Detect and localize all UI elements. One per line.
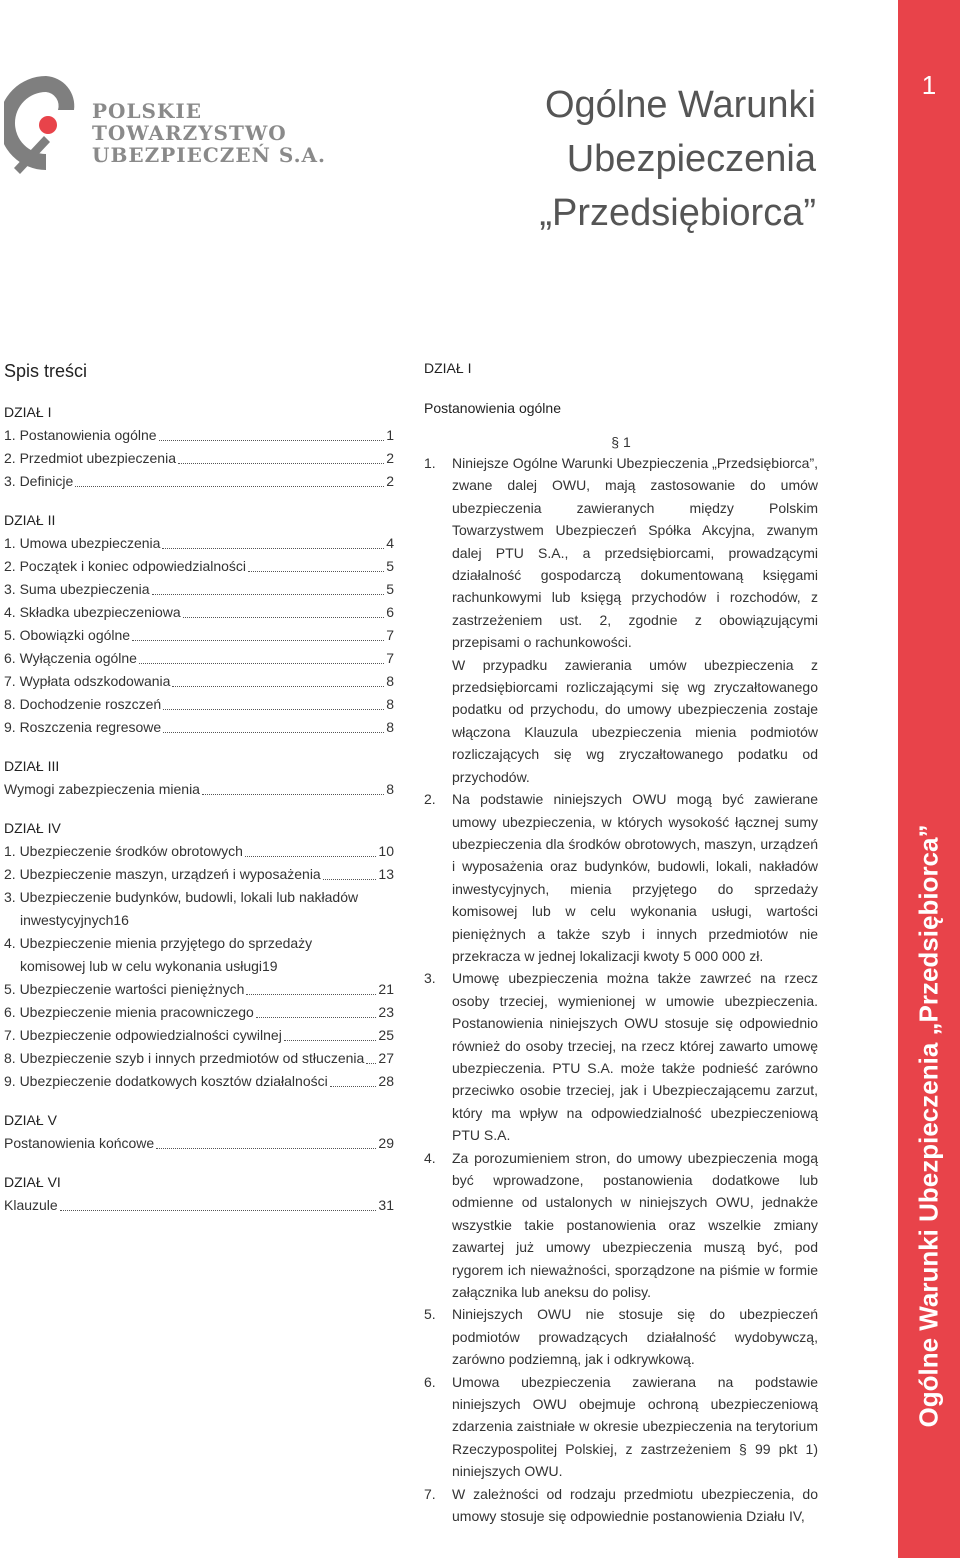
toc-leader: [330, 1086, 377, 1087]
toc-entry[interactable]: [4, 778, 394, 801]
section-subtitle: Postanowienia ogólne: [424, 400, 561, 416]
list-item: [424, 967, 818, 1146]
toc-leader: [163, 709, 384, 710]
toc-entry[interactable]: [4, 601, 394, 624]
vertical-title: Ogólne Warunki Ubezpieczenia „Przedsiębiorca”: [913, 824, 944, 1428]
logo-wordmark: [92, 100, 326, 166]
item-number: 7.: [424, 1485, 436, 1502]
title-line-1: Ogólne Warunki: [544, 84, 816, 126]
toc-entry[interactable]: [4, 932, 394, 978]
toc-leader: [159, 440, 385, 441]
toc-entry-page: 19: [262, 958, 278, 974]
toc-entry[interactable]: [4, 1001, 394, 1024]
toc-entry[interactable]: [4, 1024, 394, 1047]
toc-entry-label: 3. Definicje: [4, 473, 74, 489]
toc-entry-label-cont: inwestycyjnych: [20, 912, 114, 928]
toc-leader: [323, 879, 377, 880]
toc-section: [4, 1171, 394, 1217]
toc-leader: [248, 571, 384, 572]
paragraph-mark: § 1: [611, 434, 631, 450]
toc-entry-label: 4. Ubezpieczenie mienia przyjętego do sprzedaży: [4, 935, 313, 951]
logo-line-1: POLSKIE: [92, 99, 202, 123]
toc-entry[interactable]: [4, 863, 394, 886]
toc-section: [4, 509, 394, 739]
list-item: [424, 788, 818, 967]
list-item: [424, 1483, 818, 1528]
toc-entry-label: 1. Umowa ubezpieczenia: [4, 535, 161, 551]
toc-entry-label: 8. Ubezpieczenie szyb i innych przedmiotów od stłuczenia: [4, 1050, 365, 1066]
toc-leader: [183, 617, 385, 618]
toc-entry[interactable]: [4, 1194, 394, 1217]
toc-entry[interactable]: [4, 470, 394, 493]
toc-section-title: DZIAŁ II: [4, 512, 56, 528]
toc-entry[interactable]: [4, 840, 394, 863]
toc-entry-page: 5: [386, 581, 394, 597]
toc-entry-label: Klauzule: [4, 1197, 58, 1213]
toc-entry-page: 23: [378, 1004, 394, 1020]
toc-leader: [75, 486, 384, 487]
toc-leader: [60, 1210, 377, 1211]
toc-entry-label-cont: komisowej lub w celu wykonania usługi: [20, 958, 263, 974]
toc-entry[interactable]: [4, 447, 394, 470]
item-paragraph: W przypadku zawierania umów ubezpieczenia z przedsiębiorcami rozliczającymi się wg zryczałtowanego podatku od przychodu, do umowy ubezpieczenia zostaje włączona Klauzula ubezpieczenia mienia podmiotów rozliczających się wg zryczałtowanego podatku od przychodów.: [452, 656, 818, 785]
list-item: [424, 1147, 818, 1304]
list-item: [424, 452, 818, 788]
toc-section: [4, 1109, 394, 1155]
side-band: [898, 0, 960, 1558]
toc-entry-page: 7: [386, 627, 394, 643]
title-line-2: Ubezpieczenia: [566, 138, 816, 180]
toc-entry[interactable]: [4, 647, 394, 670]
toc-entry-label: 5. Ubezpieczenie wartości pieniężnych: [4, 981, 245, 997]
toc-entry-page: 28: [378, 1073, 394, 1089]
toc-entry-label: Wymogi zabezpieczenia mienia: [4, 781, 200, 797]
toc-entry-page: 1: [386, 427, 394, 443]
toc-entry-label: 2. Przedmiot ubezpieczenia: [4, 450, 176, 466]
item-body: [452, 788, 818, 967]
title-line-3: „Przedsiębiorca”: [539, 192, 816, 234]
main-content: [424, 360, 818, 1528]
toc-entry-page: 13: [378, 866, 394, 882]
toc-entry-label: 3. Suma ubezpieczenia: [4, 581, 150, 597]
toc-section: [4, 817, 394, 1093]
item-paragraph: Umowę ubezpieczenia można także zawrzeć na rzecz osoby trzeciej, wymienionej w umowie ubezpieczenia. Postanowienia niniejszych OWU stosuje się odpowiednio również do osoby trzeciej, na rzecz której zawarto umowę ubezpieczenia. PTU S.A. może także podnieść zarówno przeciwko osobie trzeciej, jak i Ubezpieczającemu zarzut, który ma wpływ na odpowiedzialność ubezpieczeniową PTU S.A.: [452, 970, 818, 1144]
logo-mark-icon: [4, 70, 84, 180]
document-title: [539, 78, 816, 240]
toc-entry-label: 7. Wypłata odszkodowania: [4, 673, 171, 689]
item-paragraph: W zależności od rodzaju przedmiotu ubezpieczenia, do umowy stosuje się odpowiednie postanowienia Działu IV,: [452, 1485, 818, 1525]
toc-entry-page: 16: [113, 912, 129, 928]
toc-entry-page: 31: [378, 1197, 394, 1213]
toc-leader: [172, 686, 384, 687]
toc-entry-page: 21: [378, 981, 394, 997]
item-paragraph: Za porozumieniem stron, do umowy ubezpieczenia mogą być wprowadzone, postanowienia dodatkowe lub odmienne od ustalonych w niniejszych OWU, jednakże wszystkie takie postanowienia oraz wszelkie zmiany zawartej już umowy ubezpieczenia muszą być, pod rygorem ich nieważności, sporządzone na piśmie w formie załącznika lub aneksu do polisy.: [452, 1149, 818, 1301]
toc-section: [4, 755, 394, 801]
toc-entry[interactable]: [4, 693, 394, 716]
list-item: [424, 1303, 818, 1370]
item-number: 2.: [424, 791, 436, 808]
toc-entry-label: 8. Dochodzenie roszczeń: [4, 696, 162, 712]
item-body: [452, 1483, 818, 1528]
toc-section-title: DZIAŁ VI: [4, 1174, 61, 1190]
item-number: 4.: [424, 1149, 436, 1166]
toc-section: [4, 401, 394, 493]
toc-section-title: DZIAŁ I: [4, 404, 52, 420]
toc-entry-page: 8: [386, 719, 394, 735]
toc-entry-label: 4. Składka ubezpieczeniowa: [4, 604, 181, 620]
toc-entry-continuation: [4, 909, 394, 932]
toc-entry[interactable]: [4, 716, 394, 739]
toc-leader: [284, 1040, 377, 1041]
item-body: [452, 452, 818, 788]
toc-entry-label: 9. Roszczenia regresowe: [4, 719, 162, 735]
toc-leader: [156, 1148, 376, 1149]
company-logo: [4, 70, 334, 180]
page-number: 1: [921, 70, 937, 100]
toc-leader: [366, 1063, 376, 1064]
toc-entry-page: 8: [386, 673, 394, 689]
toc-entry-page: 25: [378, 1027, 394, 1043]
item-paragraph: Niniejsze Ogólne Warunki Ubezpieczenia „Przedsiębiorca”, zwane dalej OWU, mają zastosowanie do umów ubezpieczenia zawieranych między Polskim Towarzystwem Ubezpieczeń Spółka Akcyjna, zwanym dalej PTU S.A., a przedsiębiorcami, prowadzącymi działalność gospodarczą dokumentowaną księgami rachunkowymi lub księgą przychodów i rozchodów, z zastrzeżeniem ust. 2, zgodnie z obowiązującymi przepisami o rachunkowości.: [452, 455, 818, 651]
toc-entry-page: 2: [386, 473, 394, 489]
toc-entry[interactable]: [4, 670, 394, 693]
toc-entry-page: 29: [378, 1135, 394, 1151]
toc-entry-page: 8: [386, 696, 394, 712]
section-title: DZIAŁ I: [424, 360, 472, 376]
toc-leader: [245, 856, 377, 857]
toc-entry-label: 6. Ubezpieczenie mienia pracowniczego: [4, 1004, 254, 1020]
toc-leader: [202, 794, 384, 795]
toc-entry-label: 9. Ubezpieczenie dodatkowych kosztów działalności: [4, 1073, 328, 1089]
item-paragraph: Na podstawie niniejszych OWU mogą być zawierane umowy ubezpieczenia, w których wysokość łącznej sumy ubezpieczenia dla środków obrotowych, maszyn, urządzeń i wyposażenia oraz budynków, budowli, lokali, nakładów inwestycyjnych, mienia przyjętego do sprzedaży komisowej lub w celu wykonania usługi, wartości pieniężnych a także szyb i innych przedmiotów nie przekracza w jednej lokalizacji kwoty 5 000 000 zł.: [452, 791, 818, 964]
toc-entry[interactable]: [4, 978, 394, 1001]
toc-entry-page: 27: [378, 1050, 394, 1066]
toc-section-title: DZIAŁ IV: [4, 820, 61, 836]
toc-entry-label: 3. Ubezpieczenie budynków, budowli, lokali lub nakładów: [4, 889, 359, 905]
toc-entry[interactable]: [4, 1047, 394, 1070]
toc-entry[interactable]: [4, 555, 394, 578]
item-number: 6.: [424, 1373, 436, 1390]
toc-entry[interactable]: [4, 532, 394, 555]
toc-entry-label: Postanowienia końcowe: [4, 1135, 155, 1151]
item-body: [452, 1303, 818, 1370]
toc-entry[interactable]: [4, 578, 394, 601]
item-body: [452, 1371, 818, 1483]
toc-entry-label: 5. Obowiązki ogólne: [4, 627, 131, 643]
toc-entry-page: 5: [386, 558, 394, 574]
item-paragraph: Umowa ubezpieczenia zawierana na podstawie niniejszych OWU obejmuje ochroną ubezpieczeniową zdarzenia zaistniałe w okresie ubezpieczenia na terytorium Rzeczypospolitej Polskiej, z zastrzeżeniem § 99 pkt 1) niniejszych OWU.: [452, 1373, 818, 1480]
logo-line-3: UBEZPIECZEŃ S.A.: [92, 143, 327, 167]
toc-entry-label: 2. Początek i koniec odpowiedzialności: [4, 558, 247, 574]
toc-heading: Spis treści: [4, 361, 88, 381]
toc-entry-page: 6: [386, 604, 394, 620]
toc-leader: [152, 594, 385, 595]
item-paragraph: Niniejszych OWU nie stosuje się do ubezpieczeń podmiotów prowadzących działalność wydobywczą, zarówno podziemną, jak i odkrywkową.: [452, 1306, 818, 1368]
toc-leader: [162, 548, 384, 549]
toc-entry-page: 8: [386, 781, 394, 797]
list-item: [424, 1371, 818, 1483]
toc-entry[interactable]: [4, 886, 394, 932]
toc-entry-label: 1. Postanowienia ogólne: [4, 427, 157, 443]
toc-leader: [132, 640, 384, 641]
toc-entry[interactable]: [4, 1070, 394, 1093]
table-of-contents: [4, 360, 394, 1233]
toc-section-title: DZIAŁ V: [4, 1112, 57, 1128]
toc-leader: [256, 1017, 377, 1018]
item-number: 5.: [424, 1306, 436, 1323]
toc-leader: [246, 994, 376, 995]
toc-entry-page: 2: [386, 450, 394, 466]
toc-entry-label: 6. Wyłączenia ogólne: [4, 650, 137, 666]
toc-entry-page: 4: [386, 535, 394, 551]
toc-entry[interactable]: [4, 1132, 394, 1155]
toc-entry-label: 2. Ubezpieczenie maszyn, urządzeń i wyposażenia: [4, 866, 321, 882]
toc-entry[interactable]: [4, 424, 394, 447]
provisions-list: [424, 452, 818, 1528]
item-body: [452, 1147, 818, 1304]
toc-section-title: DZIAŁ III: [4, 758, 60, 774]
toc-entry-label: 7. Ubezpieczenie odpowiedzialności cywilnej: [4, 1027, 282, 1043]
toc-leader: [178, 463, 384, 464]
logo-line-2: TOWARZYSTWO: [92, 121, 287, 145]
toc-entry[interactable]: [4, 624, 394, 647]
item-number: 1.: [424, 455, 436, 471]
toc-leader: [163, 732, 384, 733]
item-number: 3.: [424, 970, 436, 987]
toc-leader: [139, 663, 384, 664]
toc-entry-label: 1. Ubezpieczenie środków obrotowych: [4, 843, 243, 859]
toc-entry-page: 7: [386, 650, 394, 666]
toc-entry-continuation: [4, 955, 394, 978]
toc-entry-page: 10: [378, 843, 394, 859]
item-body: [452, 967, 818, 1146]
